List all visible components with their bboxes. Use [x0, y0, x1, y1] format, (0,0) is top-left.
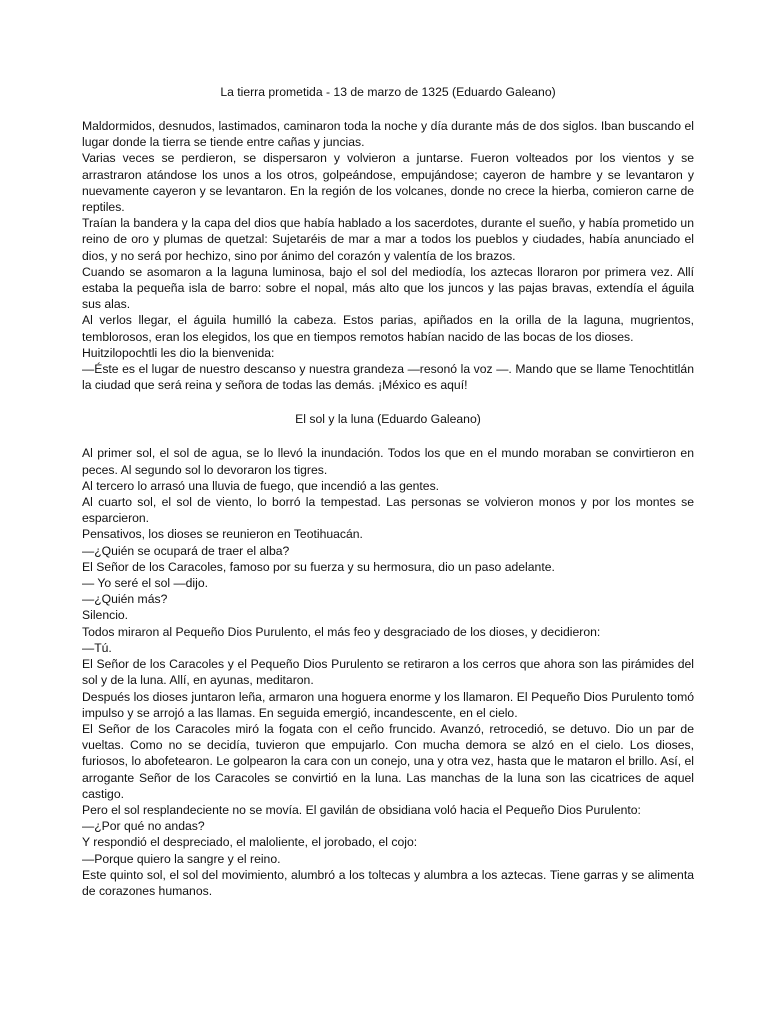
paragraph: —¿Por qué no andas?: [82, 819, 205, 834]
paragraph: —¿Quién se ocupará de traer el alba?: [82, 543, 290, 558]
story-title: La tierra prometida - 13 de marzo de 1325 (Eduardo Galeano): [220, 85, 556, 99]
paragraph: Al cuarto sol, el sol de viento, lo borró la tempestad. Las personas se volvieron monos y por los montes se esparcieron.: [82, 495, 694, 526]
story-body: [82, 118, 694, 393]
paragraph: Pero el sol resplandeciente no se movía. El gavilán de obsidiana voló hacia el Pequeño Dios Purulento:: [82, 802, 641, 817]
paragraph: Maldormidos, desnudos, lastimados, caminaron toda la noche y día durante más de dos siglos. Iban buscando el lugar donde la tierra se tiende entre cañas y juncias.: [82, 119, 694, 150]
paragraph: Pensativos, los dioses se reunieron en Teotihuacán.: [82, 527, 363, 542]
paragraph: Traían la bandera y la capa del dios que había hablado a los sacerdotes, durante el sueño, y había prometido un reino de oro y plumas de quetzal: Sujetaréis de mar a mar a todos los pueblos y ciudades, había anunciado el dios, y no será por hechizo, sino por ánimo del corazón y valentía de los brazos.: [82, 216, 694, 263]
paragraph: El Señor de los Caracoles, famoso por su fuerza y su hermosura, dio un paso adelante.: [82, 559, 555, 574]
paragraph: Varias veces se perdieron, se dispersaron y volvieron a juntarse. Fueron volteados por los vientos y se arrastraron atándose los unos a los otros, golpeándose, empujándose; cayeron de hambre y se levantaron y nuevamente cayeron y se levantaron. En la región de los volcanes, donde no crece la hierba, comieron carne de reptiles.: [82, 151, 694, 215]
paragraph: —Tú.: [82, 640, 112, 655]
paragraph: Después los dioses juntaron leña, armaron una hoguera enorme y los llamaron. El Pequeño Dios Purulento tomó impulso y se arrojó a las llamas. En seguida emergió, incandescente, en el cielo.: [82, 689, 694, 720]
paragraph: Silencio.: [82, 608, 129, 623]
paragraph: Al primer sol, el sol de agua, se lo llevó la inundación. Todos los que en el mundo moraban se convirtieron en peces. Al segundo sol lo devoraron los tigres.: [82, 446, 694, 477]
paragraph: Este quinto sol, el sol del movimiento, alumbró a los toltecas y alumbra a los aztecas. Tiene garras y se alimenta de corazones humanos.: [82, 867, 694, 898]
paragraph: Todos miraron al Pequeño Dios Purulento, el más feo y desgraciado de los dioses, y decidieron:: [82, 624, 601, 639]
paragraph: Huitzilopochtli les dio la bienvenida:: [82, 345, 275, 360]
paragraph: Cuando se asomaron a la laguna luminosa, bajo el sol del mediodía, los aztecas lloraron por primera vez. Allí estaba la pequeña isla de barro: sobre el nopal, más alto que los juncos y las pajas bravas, extendía el águila sus alas.: [82, 264, 694, 312]
paragraph: Y respondió el despreciado, el maloliente, el jorobado, el cojo:: [82, 835, 418, 850]
story-title: El sol y la luna (Eduardo Galeano): [295, 412, 481, 427]
paragraph: El Señor de los Caracoles miró la fogata con el ceño fruncido. Avanzó, retrocedió, se detuvo. Dio un par de vueltas. Como no se decidía, tuvieron que empujarlo. Con mucha demora se alzó en el cielo. Los dioses, furiosos, lo abofetearon. Le golpearon la cara con un conejo, una y otra vez, hasta que le mataron el brillo. Así, el arrogante Señor de los Caracoles se convirtió en la luna. Las manchas de la luna son las cicatrices de aquel castigo.: [82, 721, 694, 801]
paragraph: Al verlos llegar, el águila humilló la cabeza. Estos parias, apiñados en la orilla de la laguna, mugrientos, temblorosos, eran los elegidos, los que en tiempos remotos habían nacido de las bocas de los dioses.: [82, 313, 694, 344]
paragraph: Al tercero lo arrasó una lluvia de fuego, que incendió a las gentes.: [82, 478, 440, 493]
paragraph: — Yo seré el sol —dijo.: [82, 576, 209, 591]
paragraph: —¿Quién más?: [82, 592, 168, 607]
paragraph: —Éste es el lugar de nuestro descanso y nuestra grandeza —resonó la voz —. Mando que se llame Tenochtitlán la ciudad que será reina y señora de todas las demás. ¡México es aquí!: [82, 362, 694, 393]
paragraph: El Señor de los Caracoles y el Pequeño Dios Purulento se retiraron a los cerros que ahora son las pirámides del sol y de la luna. Allí, en ayunas, meditaron.: [82, 657, 694, 688]
paragraph: —Porque quiero la sangre y el reino.: [82, 851, 281, 866]
story-body: [82, 445, 694, 899]
